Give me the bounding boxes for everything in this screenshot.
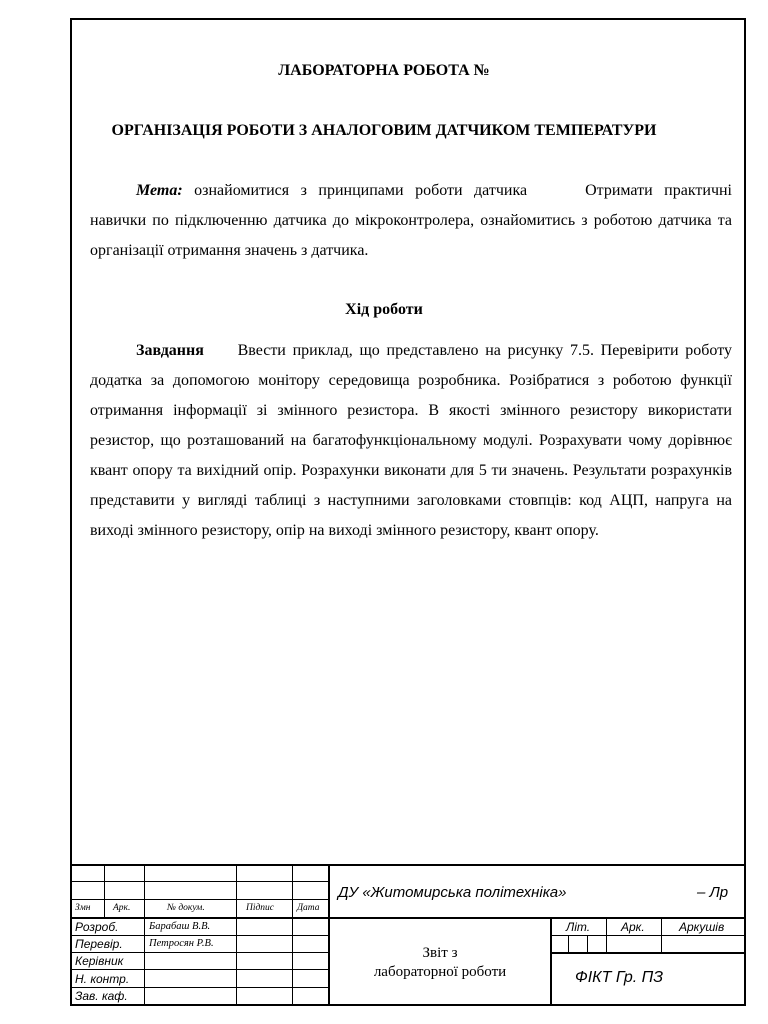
doc-code: – Лр xyxy=(697,884,729,901)
col-header-doc: № докум. xyxy=(167,903,205,913)
task-label: Завдання xyxy=(136,342,204,359)
lit-label: Літ. xyxy=(566,920,591,934)
group-label: ФІКТ Гр. ПЗ xyxy=(575,969,664,986)
lab-title: ЛАБОРАТОРНА РОБОТА № xyxy=(278,62,490,79)
col-header-signature: Підпис xyxy=(246,903,275,913)
purpose-paragraph xyxy=(90,176,732,266)
purpose-label: Мета: xyxy=(136,182,183,199)
role-head: Зав. каф. xyxy=(75,989,128,1003)
purpose-text-2: Отримати практичні навички по підключенню датчика до мікроконтролера, ознайомитись з роботою датчика та організації отримання значень з датчика. xyxy=(90,182,732,259)
col-header-date: Дата xyxy=(297,903,320,913)
col-header-zmn: Змн xyxy=(75,903,91,913)
col-header-ark: Арк. xyxy=(113,903,131,913)
progress-heading: Хід роботи xyxy=(345,301,423,318)
purpose-text-1: ознайомитися з принципами роботи датчика xyxy=(194,182,528,199)
task-paragraph xyxy=(90,336,732,546)
ark-label: Арк. xyxy=(621,920,645,934)
name-developer: Барабаш В.В. xyxy=(149,921,211,932)
lab-subtitle: ОРГАНІЗАЦІЯ РОБОТИ З АНАЛОГОВИМ ДАТЧИКОМ ТЕМПЕРАТУРИ xyxy=(111,122,657,139)
report-line-2: лабораторної роботи xyxy=(373,964,507,980)
role-supervisor: Керівник xyxy=(75,954,124,968)
task-text: Ввести приклад, що представлено на рисунку 7.5. Перевірити роботу додатка за допомогою монітору середовища розробника. Розібратися з роботою функції отримання інформації зі змінного резистора. В якості змінного резистору використати резистор, що розташований на багатофункціональному модулі. Розрахувати чому дорівнює квант опору та вихідний опір. Розрахунки виконати для 5 ти значень. Результати розрахунків представити у вигляді таблиці з наступними заголовками стовпців: код АЦП, напруга на виході змінного резистору, опір на виході змінного резистору, квант опору. xyxy=(90,342,733,539)
report-line-1: Звіт з xyxy=(422,945,458,961)
role-checker: Перевір. xyxy=(75,937,123,951)
arkushiv-label: Аркушів xyxy=(679,920,725,934)
name-checker: Петросян Р.В. xyxy=(149,938,214,949)
role-norm-control: Н. контр. xyxy=(75,972,130,986)
organisation: ДУ «Житомирська політехніка» xyxy=(338,884,567,901)
role-developer: Розроб. xyxy=(75,920,119,934)
